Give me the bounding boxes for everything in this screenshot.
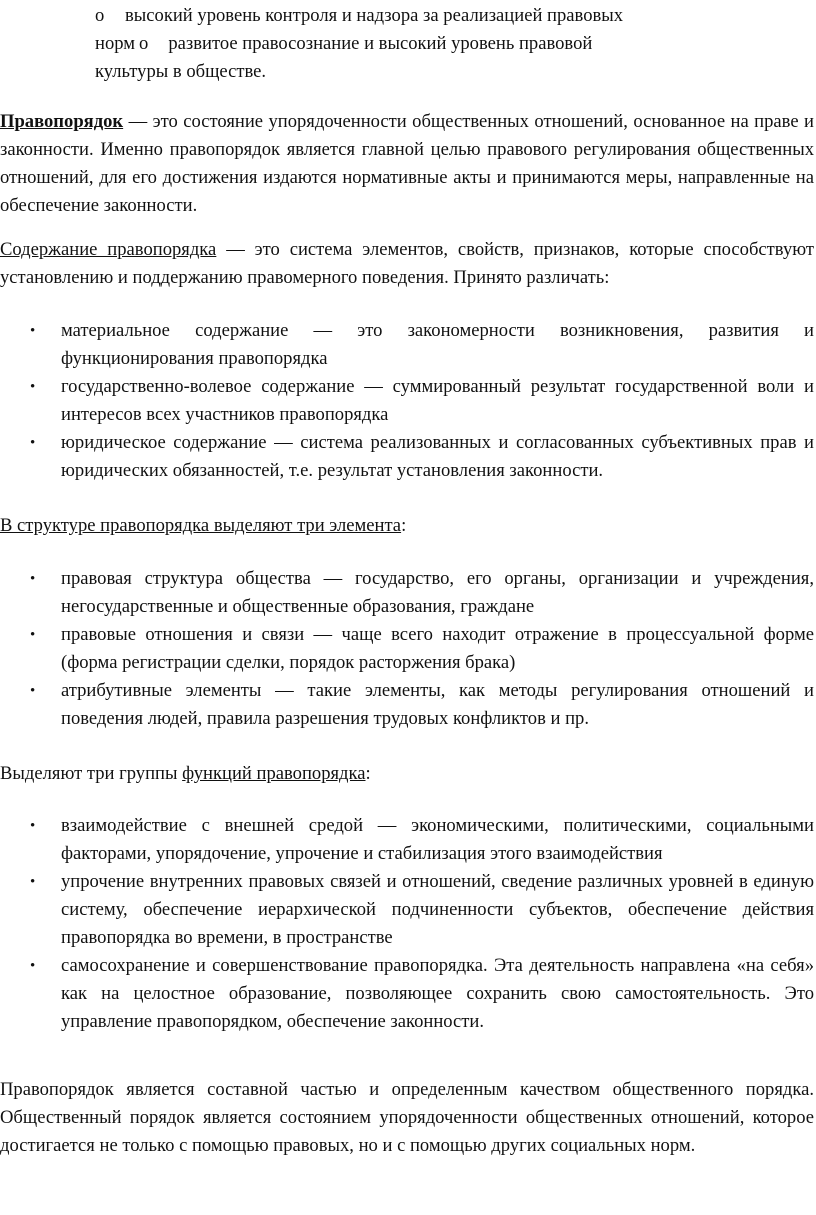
definition-term: Правопорядок	[0, 111, 124, 132]
sublist-item-2-text: развитое правосознание и высокий уровень правовой	[168, 33, 593, 54]
functions-heading: Выделяют три группы функций правопорядка:	[0, 763, 371, 784]
circle-bullet-icon: o	[95, 5, 105, 26]
sublist-item-2-text-cont: культуры в обществе.	[95, 61, 267, 82]
bullet-icon: •	[30, 571, 36, 587]
definition-text: — это состояние упорядоченности общественных отношений, основанное на праве и законности. Именно правопорядок является главной целью правового регулирования общественных отношений, для его достижения издаются нормативные акты и принимаются меры, направленные на обеспечение законности.	[0, 111, 814, 216]
content-paragraph	[0, 236, 814, 292]
content-text: — это система элементов, свойств, признаков, которые способствуют установлению и поддержанию правомерного поведения. Принято различать:	[0, 239, 815, 288]
bullet-icon: •	[30, 323, 36, 339]
functions-list	[0, 812, 816, 1036]
list-item: • взаимодействие с внешней средой — экономическими, политическими, социальными факторами, упорядочение, упрочение и стабилизация этого взаимодействия	[0, 812, 816, 868]
bullet-icon: •	[30, 958, 36, 974]
functions-term: функций правопорядка	[182, 763, 366, 784]
list-item: • материальное содержание — это закономерности возникновения, развития и функционирования правопорядка	[0, 317, 816, 373]
list-item: • атрибутивные элементы — такие элементы, как методы регулирования отношений и поведения людей, правила разрешения трудовых конфликтов и пр.	[0, 677, 816, 733]
list-item: • правовая структура общества — государство, его органы, организации и учреждения, негосударственные и общественные образования, граждане	[0, 565, 816, 621]
list-item: • самосохранение и совершенствование правопорядка. Эта деятельность направлена «на себя» как на целостное образование, позволяющее сохранить свою самостоятельность. Это управление правопорядком, обеспечение законности.	[0, 952, 816, 1036]
structure-heading: В структуре правопорядка выделяют три элемента:	[0, 515, 407, 536]
sublist-item-1-text: высокий уровень контроля и надзора за реализацией правовых	[125, 5, 624, 26]
top-sublist	[95, 2, 695, 86]
bullet-icon: •	[30, 818, 36, 834]
structure-list	[0, 565, 816, 733]
bullet-icon: •	[30, 683, 36, 699]
sublist-line-3	[95, 58, 695, 86]
list-item: • упрочение внутренних правовых связей и отношений, сведение различных уровней в единую систему, обеспечение иерархической подчиненности субъектов, обеспечение действия правопорядка во времени, в пространстве	[0, 868, 816, 952]
definition-paragraph	[0, 108, 814, 220]
bullet-icon: •	[30, 874, 36, 890]
bullet-icon: •	[30, 627, 36, 643]
closing-paragraph: Правопорядок является составной частью и определенным качеством общественного порядка. Общественный порядок является состоянием упорядоченности общественных отношений, которое достигается не только с помощью правовых, но и с помощью других социальных норм.	[0, 1079, 814, 1156]
list-item: • правовые отношения и связи — чаще всего находит отражение в процессуальной форме (форма регистрации сделки, порядок расторжения брака)	[0, 621, 816, 677]
sublist-line-2	[95, 30, 695, 58]
content-list	[0, 317, 816, 485]
bullet-icon: •	[30, 379, 36, 395]
sublist-line-1	[95, 2, 695, 30]
list-item: • государственно-волевое содержание — суммированный результат государственной воли и интересов всех участников правопорядка	[0, 373, 816, 429]
content-term: Содержание правопорядка	[0, 239, 217, 260]
structure-term: В структуре правопорядка выделяют три элемента	[0, 515, 402, 536]
sublist-item-1-text-cont: норм	[95, 33, 136, 54]
circle-bullet-icon: o	[139, 33, 149, 54]
bullet-icon: •	[30, 435, 36, 451]
list-item: • юридическое содержание — система реализованных и согласованных субъективных прав и юридических обязанностей, т.е. результат установления законности.	[0, 429, 816, 485]
